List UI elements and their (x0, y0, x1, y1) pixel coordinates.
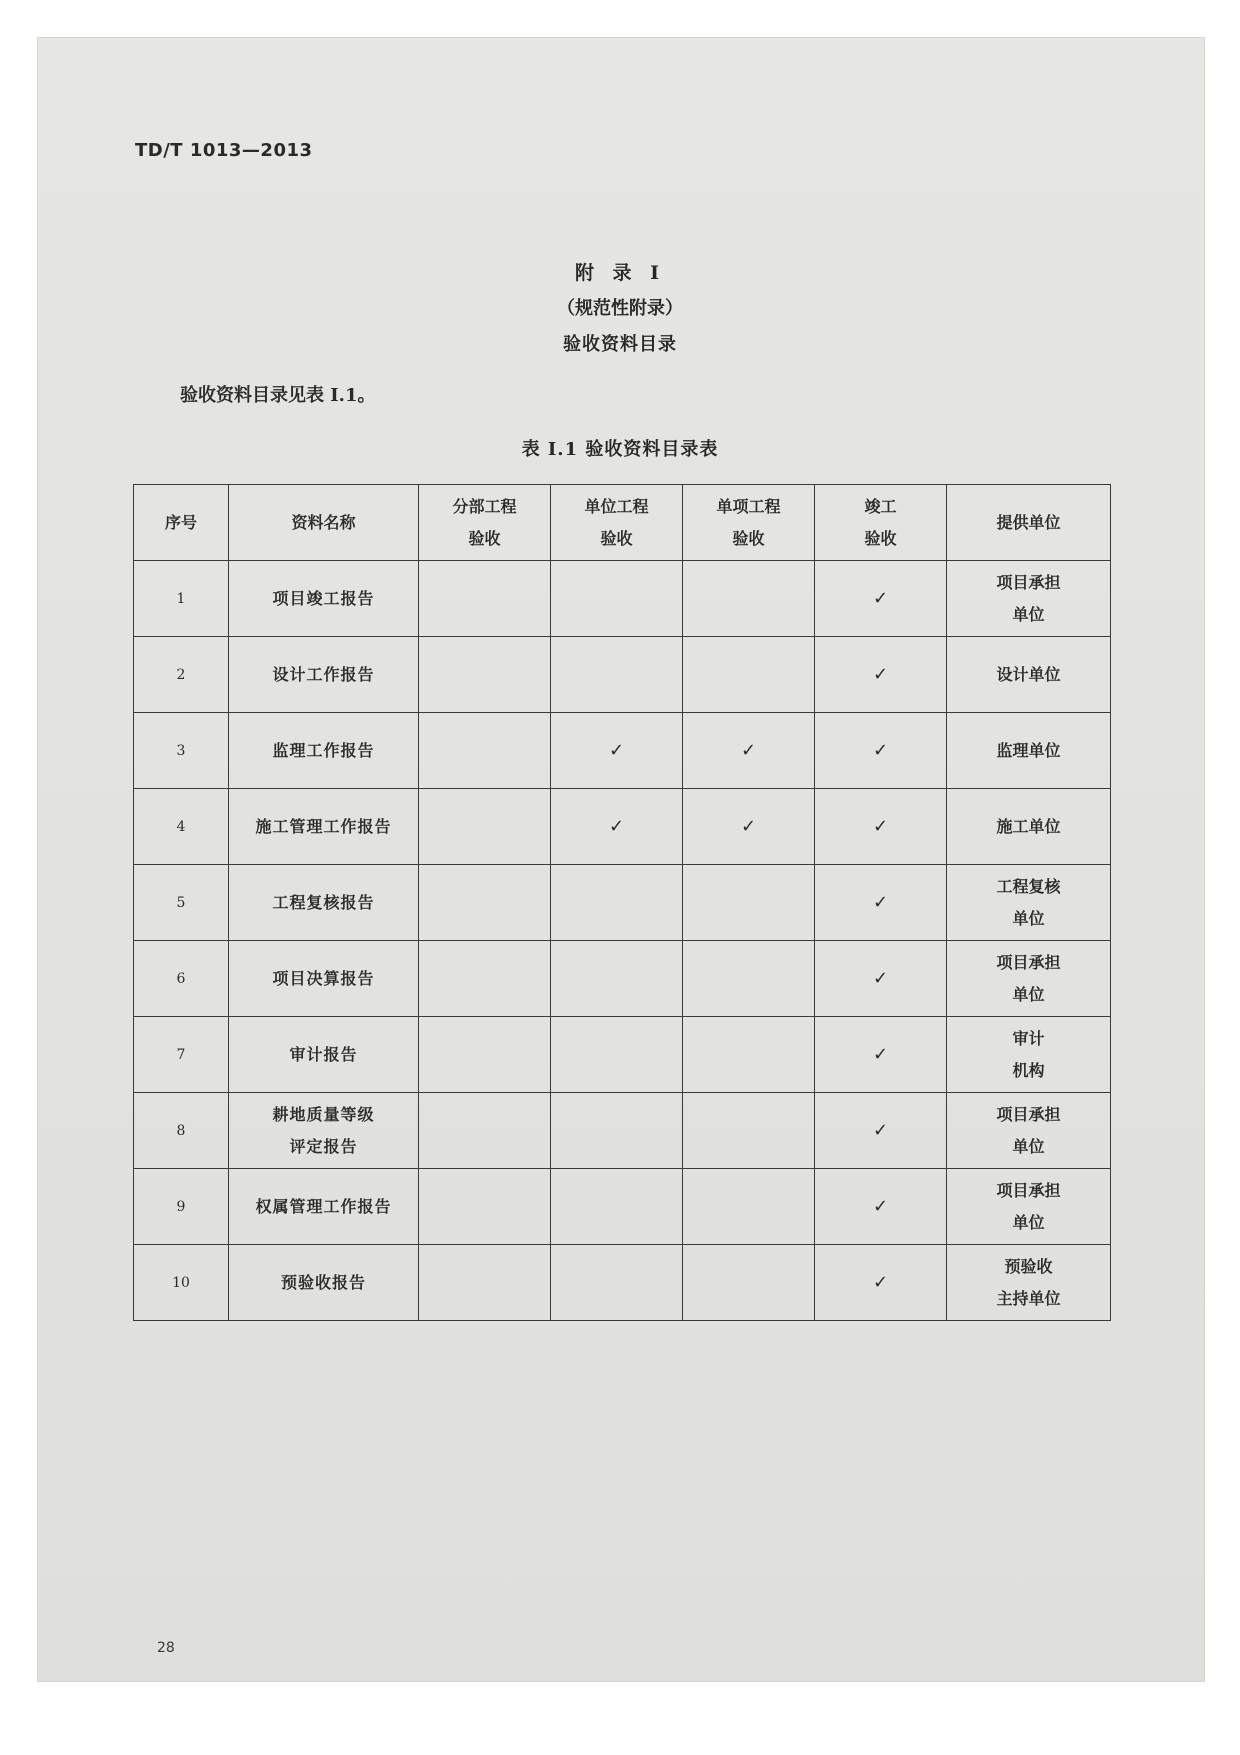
row-number-cell: 2 (134, 637, 229, 713)
checkmark-cell: ✓ (551, 789, 683, 865)
provider-unit-cell (947, 561, 1111, 637)
document-name-line1: 项目决算报告 (272, 968, 375, 988)
document-name-cell (229, 1169, 419, 1245)
page-number: 28 (157, 1640, 175, 1656)
checkmark-cell: ✓ (815, 713, 947, 789)
document-name-cell (229, 789, 419, 865)
checkmark-cell: ✓ (815, 1245, 947, 1321)
row-number-cell: 4 (134, 789, 229, 865)
checkmark-cell (551, 865, 683, 941)
table-row (134, 865, 1111, 941)
checkmark-cell (551, 561, 683, 637)
checkmark-cell (419, 865, 551, 941)
document-name-cell (229, 941, 419, 1017)
checkmark-cell: ✓ (683, 789, 815, 865)
row-number-cell: 10 (134, 1245, 229, 1321)
column-header (419, 485, 551, 561)
column-header-line2: 验收 (468, 528, 501, 548)
checkmark-cell: ✓ (815, 865, 947, 941)
column-header (683, 485, 815, 561)
column-header (551, 485, 683, 561)
column-header-line1: 竣工 (864, 496, 897, 516)
column-header (134, 485, 229, 561)
document-name-cell (229, 865, 419, 941)
column-header-line1: 提供单位 (996, 512, 1061, 532)
column-header (947, 485, 1111, 561)
acceptance-documents-table (133, 484, 1111, 1321)
checkmark-cell (419, 637, 551, 713)
document-name-line2: 评定报告 (289, 1136, 358, 1156)
checkmark-cell: ✓ (815, 1169, 947, 1245)
table-row (134, 789, 1111, 865)
row-number-cell: 3 (134, 713, 229, 789)
provider-unit-line2: 单位 (1012, 984, 1045, 1004)
document-name-line1: 权属管理工作报告 (255, 1196, 392, 1216)
provider-unit-line2: 单位 (1012, 1212, 1045, 1232)
document-name-line1: 预验收报告 (280, 1272, 366, 1292)
checkmark-cell: ✓ (815, 561, 947, 637)
checkmark-cell (551, 941, 683, 1017)
table-row (134, 561, 1111, 637)
row-number-cell: 8 (134, 1093, 229, 1169)
checkmark-cell: ✓ (815, 941, 947, 1017)
checkmark-cell (551, 637, 683, 713)
checkmark-cell (683, 941, 815, 1017)
table-row (134, 1093, 1111, 1169)
document-name-line1: 审计报告 (289, 1044, 358, 1064)
table-row (134, 713, 1111, 789)
document-name-cell (229, 713, 419, 789)
column-header-line1: 单项工程 (716, 496, 781, 516)
document-name-line1: 项目竣工报告 (272, 588, 375, 608)
column-header-line1: 分部工程 (452, 496, 517, 516)
checkmark-cell (683, 1093, 815, 1169)
checkmark-cell (419, 561, 551, 637)
row-number-cell: 1 (134, 561, 229, 637)
checkmark-cell (683, 865, 815, 941)
provider-unit-cell (947, 637, 1111, 713)
table-row (134, 1169, 1111, 1245)
checkmark-cell: ✓ (815, 1017, 947, 1093)
provider-unit-line2: 单位 (1012, 1136, 1045, 1156)
provider-unit-cell (947, 713, 1111, 789)
checkmark-cell (683, 1017, 815, 1093)
table-body (134, 561, 1111, 1321)
provider-unit-line1: 预验收 (1004, 1256, 1053, 1276)
column-header-line2: 验收 (864, 528, 897, 548)
row-number-cell: 7 (134, 1017, 229, 1093)
row-number-cell: 6 (134, 941, 229, 1017)
document-name-line1: 耕地质量等级 (272, 1104, 375, 1124)
checkmark-cell (551, 1093, 683, 1169)
checkmark-cell (683, 561, 815, 637)
provider-unit-line1: 设计单位 (996, 664, 1061, 684)
document-name-cell (229, 1245, 419, 1321)
document-name-cell (229, 637, 419, 713)
document-name-cell (229, 561, 419, 637)
provider-unit-line1: 工程复核 (996, 876, 1061, 896)
checkmark-cell (683, 637, 815, 713)
column-header-line1: 资料名称 (291, 512, 356, 532)
provider-unit-cell (947, 1169, 1111, 1245)
column-header-line2: 验收 (732, 528, 765, 548)
table-row (134, 1017, 1111, 1093)
provider-unit-line2: 单位 (1012, 908, 1045, 928)
document-name-line1: 设计工作报告 (272, 664, 375, 684)
intro-paragraph: 验收资料目录见表 I.1。 (180, 385, 376, 406)
checkmark-cell (551, 1169, 683, 1245)
provider-unit-line2: 机构 (1012, 1060, 1045, 1080)
document-name-cell (229, 1093, 419, 1169)
appendix-name: 验收资料目录 (563, 334, 677, 355)
checkmark-cell: ✓ (815, 1093, 947, 1169)
provider-unit-cell (947, 865, 1111, 941)
checkmark-cell (419, 1245, 551, 1321)
provider-unit-cell (947, 1017, 1111, 1093)
table-row (134, 941, 1111, 1017)
checkmark-cell (551, 1017, 683, 1093)
document-name-line1: 监理工作报告 (272, 740, 375, 760)
column-header (229, 485, 419, 561)
checkmark-cell: ✓ (815, 637, 947, 713)
checkmark-cell (419, 941, 551, 1017)
provider-unit-line1: 项目承担 (996, 1104, 1061, 1124)
provider-unit-line1: 项目承担 (996, 1180, 1061, 1200)
column-header-line1: 序号 (164, 512, 197, 532)
row-number-cell: 9 (134, 1169, 229, 1245)
standard-code: TD/T 1013—2013 (135, 140, 313, 161)
appendix-title: 附 录 I (574, 262, 666, 284)
checkmark-cell (419, 1093, 551, 1169)
checkmark-cell: ✓ (815, 789, 947, 865)
checkmark-cell (419, 789, 551, 865)
column-header (815, 485, 947, 561)
provider-unit-cell (947, 1093, 1111, 1169)
checkmark-cell (419, 1169, 551, 1245)
provider-unit-line1: 监理单位 (996, 740, 1061, 760)
provider-unit-line1: 审计 (1012, 1028, 1045, 1048)
provider-unit-line1: 项目承担 (996, 572, 1061, 592)
provider-unit-line2: 主持单位 (996, 1288, 1061, 1308)
provider-unit-line2: 单位 (1012, 604, 1045, 624)
table-caption: 表 I.1 验收资料目录表 (521, 439, 719, 460)
checkmark-cell (551, 1245, 683, 1321)
table-row (134, 1245, 1111, 1321)
checkmark-cell (683, 1169, 815, 1245)
table-row (134, 637, 1111, 713)
appendix-subtitle: （规范性附录） (557, 298, 683, 319)
document-name-cell (229, 1017, 419, 1093)
column-header-line2: 验收 (600, 528, 633, 548)
document-name-line1: 工程复核报告 (272, 892, 375, 912)
provider-unit-line1: 项目承担 (996, 952, 1061, 972)
checkmark-cell (419, 713, 551, 789)
row-number-cell: 5 (134, 865, 229, 941)
checkmark-cell: ✓ (683, 713, 815, 789)
checkmark-cell (683, 1245, 815, 1321)
document-name-line1: 施工管理工作报告 (255, 816, 392, 836)
provider-unit-cell (947, 941, 1111, 1017)
checkmark-cell: ✓ (551, 713, 683, 789)
provider-unit-line1: 施工单位 (996, 816, 1061, 836)
column-header-line1: 单位工程 (584, 496, 649, 516)
checkmark-cell (419, 1017, 551, 1093)
provider-unit-cell (947, 789, 1111, 865)
provider-unit-cell (947, 1245, 1111, 1321)
table-header-row (134, 485, 1111, 561)
